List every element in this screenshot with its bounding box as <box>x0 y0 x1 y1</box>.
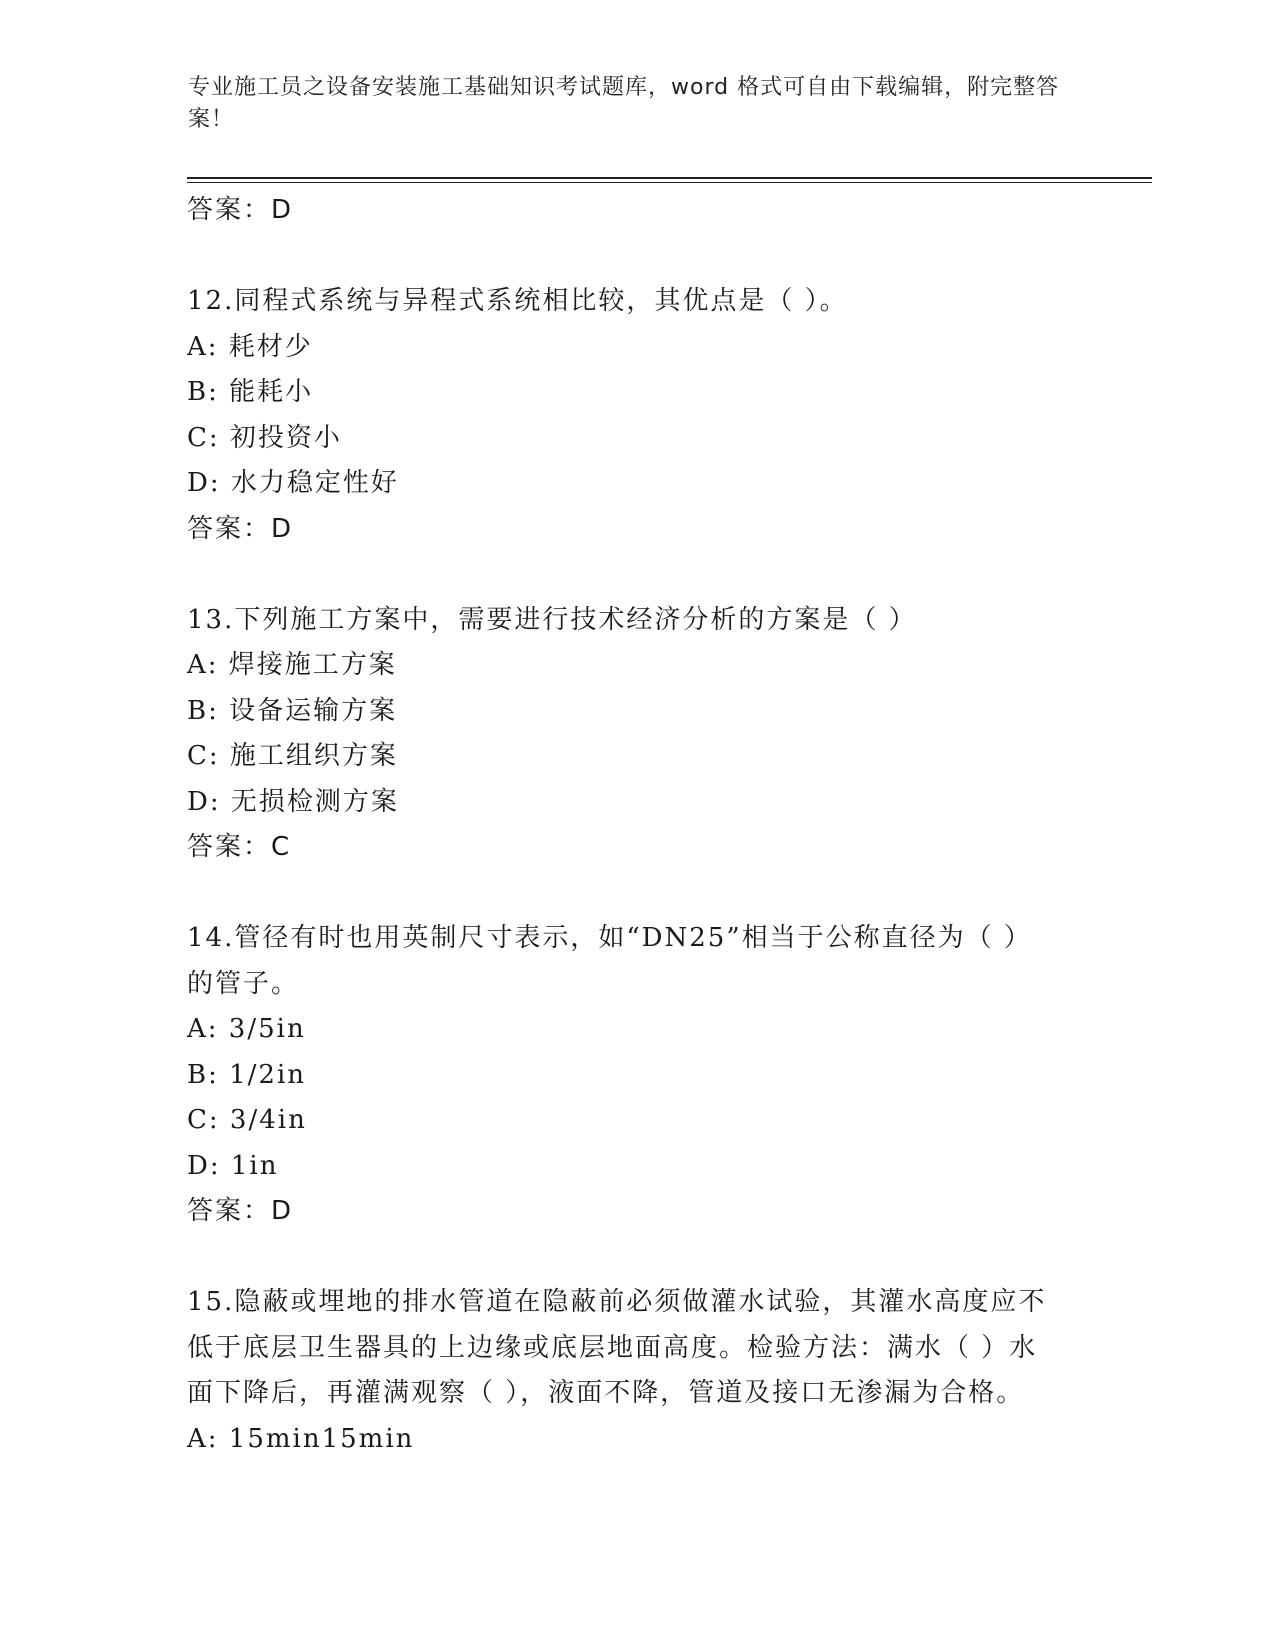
option-d: D: 水力稳定性好 <box>187 468 399 498</box>
option-d: D: 1in <box>187 1150 279 1181</box>
document-header: 专业施工员之设备安装施工基础知识考试题库，word 格式可自由下载编辑，附完整答案！ <box>188 75 1060 132</box>
option-a: A: 3/5in <box>187 1014 306 1044</box>
question-stem: 13.下列施工方案中，需要进行技术经济分析的方案是（ ） <box>187 604 917 635</box>
option-a: A: 焊接施工方案 <box>187 650 397 680</box>
question-12 <box>187 279 1087 552</box>
question-stem: 12.同程式系统与异程式系统相比较，其优点是（ ）。 <box>187 286 848 316</box>
question-stem-continued: 的管子。 <box>187 968 300 999</box>
option-b: B: 1/2in <box>187 1059 307 1090</box>
previous-answer: 答案：D <box>187 195 294 225</box>
option-a: A: 15min15min <box>187 1423 415 1454</box>
question-stem: 15.隐蔽或埋地的排水管道在隐蔽前必须做灌水试验，其灌水高度应不 <box>187 1287 1047 1317</box>
answer: 答案：D <box>187 513 294 544</box>
question-stem-continued: 低于底层卫生器具的上边缘或底层地面高度。检验方法：满水（ ）水 <box>187 1332 1038 1363</box>
question-13 <box>187 598 1087 871</box>
question-stem-continued: 面下降后，再灌满观察（ ），液面不降，管道及接口无渗漏为合格。 <box>187 1378 1025 1408</box>
answer: 答案：C <box>187 832 292 862</box>
question-14 <box>187 916 1087 1235</box>
header-divider-thin <box>187 182 1152 183</box>
option-b: B: 能耗小 <box>187 377 314 407</box>
option-c: C: 初投资小 <box>187 422 342 453</box>
question-15 <box>187 1280 1087 1462</box>
question-stem: 14.管径有时也用英制尺寸表示，如“DN25”相当于公称直径为（ ） <box>187 923 1032 953</box>
option-c: C: 施工组织方案 <box>187 741 398 771</box>
header-divider-thick <box>187 177 1152 179</box>
option-d: D: 无损检测方案 <box>187 786 399 817</box>
option-a: A: 耗材少 <box>187 331 313 362</box>
question-list <box>187 188 1087 1462</box>
answer: 答案：D <box>187 1196 294 1226</box>
spacer <box>187 871 1087 917</box>
spacer <box>187 234 1087 280</box>
option-b: B: 设备运输方案 <box>187 695 398 726</box>
spacer <box>187 1235 1087 1281</box>
option-c: C: 3/4in <box>187 1105 307 1135</box>
spacer <box>187 552 1087 598</box>
